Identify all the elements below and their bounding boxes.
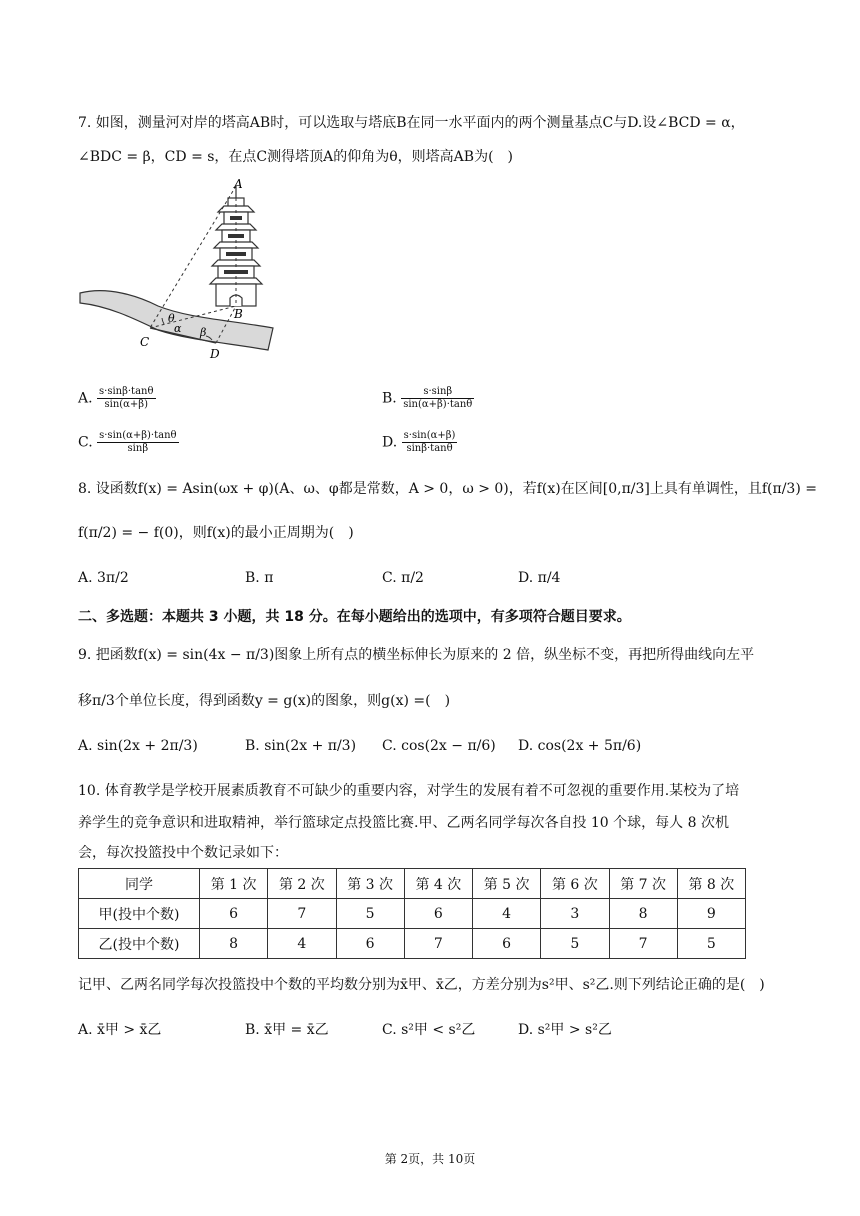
q8-stem-line1: 8. 设函数f(x) = Asin(ωx + φ)(A、ω、φ都是常数，A > 0，ω > 0)，若f(x)在区间[0,π/3]上具有单调性，且f(π/3) = bbox=[78, 481, 817, 497]
q7-option-d[interactable]: D. $\frac{s\cdot\sin(\alpha+\beta)}{\sin\beta\cdot\tan\theta}$ bbox=[382, 430, 456, 454]
q7-option-a[interactable]: A. $\frac{s\cdot\sin\beta\cdot\tan\theta}{\sin(\alpha+\beta)}$ bbox=[78, 386, 154, 410]
q10-option-b[interactable]: B. x̄甲 = x̄乙 bbox=[245, 1022, 329, 1038]
table-header-row bbox=[79, 869, 746, 899]
table-cell: 5 bbox=[336, 899, 404, 929]
q10-option-d[interactable]: D. s²甲 > s²乙 bbox=[518, 1022, 612, 1038]
table-cell: 7 bbox=[404, 929, 472, 959]
q9-stem-line2: 移π/3个单位长度，得到函数y = g(x)的图象，则g(x) =( ) bbox=[78, 693, 451, 709]
fig-label-b: B bbox=[234, 307, 243, 321]
q10-stem-line1: 10. 体育教学是学校开展素质教育不可缺少的重要内容，对学生的发展有着不可忽视的重要作用.某校为了培 bbox=[78, 783, 740, 799]
table-header-cell: 第 1 次 bbox=[200, 869, 268, 899]
table-cell: 甲(投中个数) bbox=[79, 899, 200, 929]
fig-label-a: A bbox=[234, 178, 243, 191]
table-header-cell: 第 6 次 bbox=[541, 869, 609, 899]
fig-label-alpha: α bbox=[174, 322, 182, 335]
fig-label-theta: θ bbox=[168, 312, 175, 325]
q9-option-d[interactable]: D. cos(2x + 5π/6) bbox=[518, 738, 642, 754]
table-cell: 5 bbox=[677, 929, 745, 959]
q8-option-c[interactable]: C. π/2 bbox=[382, 570, 424, 586]
q9-option-b[interactable]: B. sin(2x + π/3) bbox=[245, 738, 357, 754]
tower-river-figure bbox=[78, 178, 278, 368]
q10-option-a[interactable]: A. x̄甲 > x̄乙 bbox=[78, 1022, 162, 1038]
q8-option-a[interactable]: A. 3π/2 bbox=[78, 570, 129, 586]
q7-stem-line1: 7. 如图，测量河对岸的塔高AB时，可以选取与塔底B在同一水平面内的两个测量基点C与D.设∠BCD = α， bbox=[78, 115, 745, 131]
table-header-cell: 第 4 次 bbox=[404, 869, 472, 899]
fig-label-d: D bbox=[210, 347, 220, 361]
table-cell: 4 bbox=[268, 929, 336, 959]
q10-option-c[interactable]: C. s²甲 < s²乙 bbox=[382, 1022, 476, 1038]
q9-stem-line1: 9. 把函数f(x) = sin(4x − π/3)图象上所有点的横坐标伸长为原来的 2 倍，纵坐标不变，再把所得曲线向左平 bbox=[78, 647, 755, 663]
score-table bbox=[78, 868, 746, 959]
q8-option-b[interactable]: B. π bbox=[245, 570, 274, 586]
table-row bbox=[79, 899, 746, 929]
q9-option-a[interactable]: A. sin(2x + 2π/3) bbox=[78, 738, 198, 754]
q7-option-b[interactable]: B. $\frac{s\cdot\sin\beta}{\sin(\alpha+\beta)\cdot\tan\theta}$ bbox=[382, 386, 473, 410]
q7-option-c[interactable]: C. $\frac{s\cdot\sin(\alpha+\beta)\cdot\tan\theta}{\sin\beta}$ bbox=[78, 430, 177, 454]
table-cell: 7 bbox=[268, 899, 336, 929]
table-header-cell: 第 3 次 bbox=[336, 869, 404, 899]
table-cell: 6 bbox=[473, 929, 541, 959]
q8-stem-line2: f(π/2) = − f(0)，则f(x)的最小正周期为( ) bbox=[78, 525, 354, 541]
table-cell: 5 bbox=[541, 929, 609, 959]
table-cell: 6 bbox=[200, 899, 268, 929]
table-cell: 8 bbox=[200, 929, 268, 959]
page-footer: 第 2页，共 10页 bbox=[384, 1152, 476, 1166]
table-cell: 6 bbox=[404, 899, 472, 929]
table-row bbox=[79, 929, 746, 959]
fig-label-beta: β bbox=[200, 326, 207, 339]
table-header-cell: 第 7 次 bbox=[609, 869, 677, 899]
table-header-cell: 第 2 次 bbox=[268, 869, 336, 899]
table-cell: 7 bbox=[609, 929, 677, 959]
table-cell: 4 bbox=[473, 899, 541, 929]
fig-label-c: C bbox=[140, 335, 150, 349]
section-2-heading: 二、多选题：本题共 3 小题，共 18 分。在每小题给出的选项中，有多项符合题目要求。 bbox=[78, 609, 631, 625]
table-cell: 3 bbox=[541, 899, 609, 929]
q10-stem-line2: 养学生的竞争意识和进取精神，举行篮球定点投篮比赛.甲、乙两名同学每次各自投 10 个球，每人 8 次机 bbox=[78, 815, 729, 831]
q9-option-c[interactable]: C. cos(2x − π/6) bbox=[382, 738, 496, 754]
table-header-cell: 同学 bbox=[79, 869, 200, 899]
table-cell: 9 bbox=[677, 899, 745, 929]
table-header-cell: 第 8 次 bbox=[677, 869, 745, 899]
table-cell: 6 bbox=[336, 929, 404, 959]
q7-stem-line2: ∠BDC = β，CD = s，在点C测得塔顶A的仰角为θ，则塔高AB为( ) bbox=[78, 149, 514, 165]
q10-stem-line4: 记甲、乙两名同学每次投篮投中个数的平均数分别为x̄甲、x̄乙，方差分别为s²甲、s²乙.则下列结论正确的是( ) bbox=[78, 977, 765, 993]
table-header-cell: 第 5 次 bbox=[473, 869, 541, 899]
q8-option-d[interactable]: D. π/4 bbox=[518, 570, 561, 586]
q10-stem-line3: 会，每次投篮投中个数记录如下： bbox=[78, 845, 288, 861]
table-cell: 乙(投中个数) bbox=[79, 929, 200, 959]
table-cell: 8 bbox=[609, 899, 677, 929]
